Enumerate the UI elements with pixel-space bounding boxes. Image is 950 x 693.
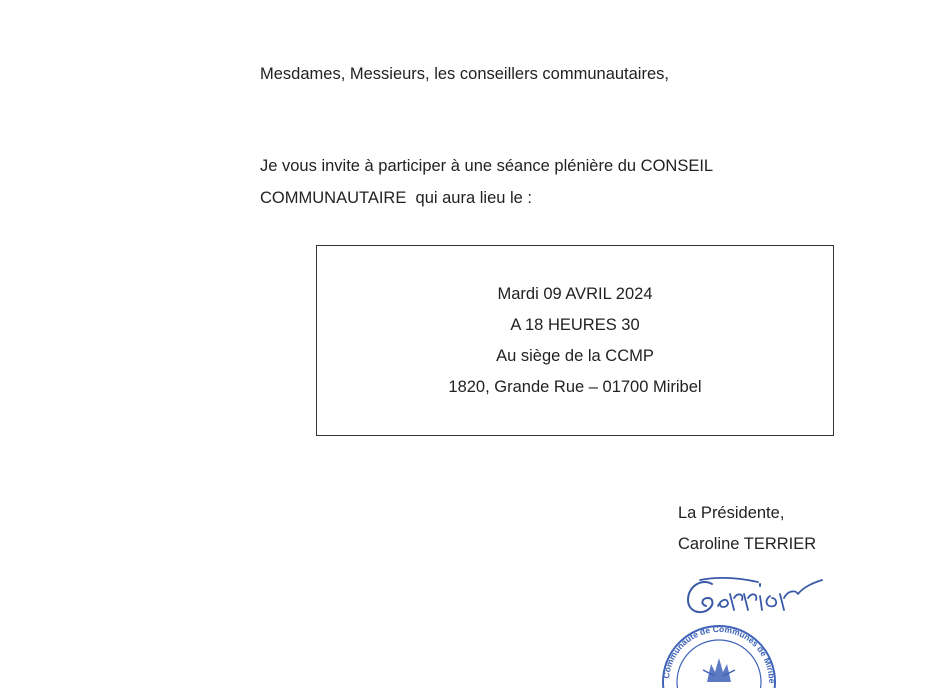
signatory-title: La Présidente, [678, 504, 785, 522]
salutation-text: Mesdames, Messieurs, les conseillers communautaires, [260, 65, 669, 83]
intro-emphasis-communautaire: COMMUNAUTAIRE [260, 189, 407, 207]
signatory-name: Caroline TERRIER [678, 535, 817, 553]
intro-emphasis-conseil: CONSEIL [640, 157, 714, 175]
signatory-block [678, 498, 816, 560]
intro-text-part1: Je vous invite à participer à une séance plénière du [260, 157, 641, 175]
official-seal [655, 618, 785, 693]
event-time: A 18 HEURES 30 [510, 316, 640, 334]
event-details-box [316, 245, 834, 436]
event-details [317, 279, 833, 403]
intro-text-part2: qui aura lieu le : [406, 189, 533, 207]
intro-paragraph [260, 150, 820, 214]
event-address: 1820, Grande Rue – 01700 Miribel [448, 378, 702, 396]
event-date: Mardi 09 AVRIL 2024 [497, 285, 653, 303]
seal-text: Communauté de Communes de Miribe [661, 623, 778, 684]
event-place: Au siège de la CCMP [496, 347, 654, 365]
